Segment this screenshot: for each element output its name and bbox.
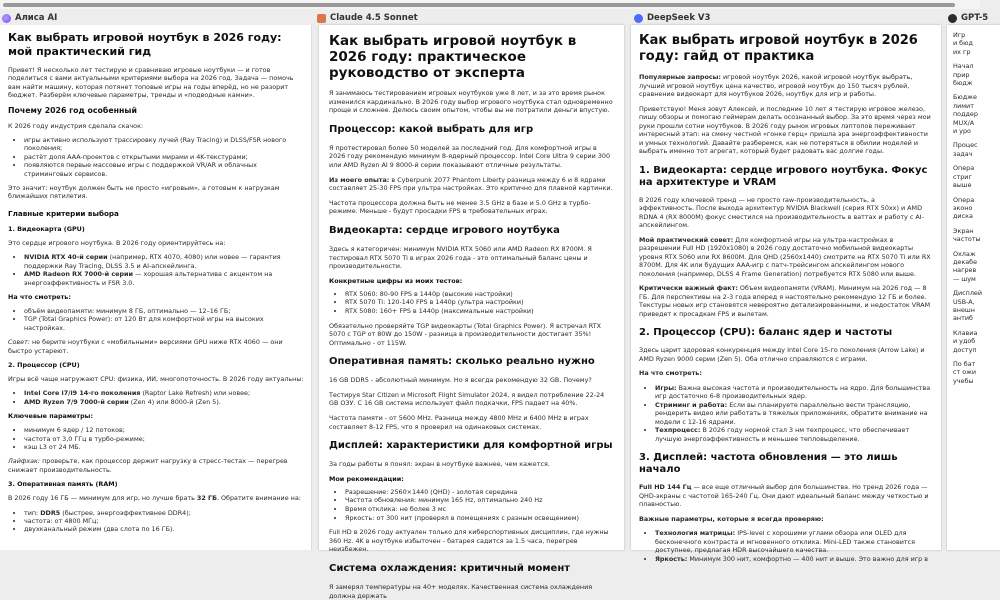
text-fragment: стриг: [953, 172, 972, 181]
text-fragment: Игр: [953, 31, 966, 39]
list-item: • кэш L3 от 24 МБ.: [24, 443, 304, 451]
text-fragment: — шум: [953, 274, 976, 283]
column-header-alisa: [0, 11, 312, 25]
subsection-heading: Ключевые параметры:: [8, 412, 94, 421]
text-fragment: и удоб: [953, 337, 976, 346]
paragraph: Здесь я категоричен: минимум NVIDIA RTX 5060 или AMD Radeon RX 8700M. Я тестировал RTX 5070 Ti в играх 2026 года - это оптимальный баланс цены и производительности.: [329, 244, 592, 271]
paragraph: Я замерял температуры на 40+ моделях. Качественная система охлаждения должна держать: [329, 583, 593, 600]
section-heading: 2. Процессор (CPU): баланс ядер и частоты: [639, 327, 893, 338]
section-heading: Процессор: какой выбрать для игр: [329, 123, 534, 135]
response-panel-claude[interactable]: [319, 25, 624, 600]
text-fragment: и бюд: [953, 39, 973, 48]
list-item: • AMD Ryzen 7/9 7000-й серии (Zen 4) или 8000-й (Zen 5).: [24, 398, 304, 406]
text-fragment: диска: [953, 212, 973, 221]
column-header-claude: [312, 11, 630, 25]
paragraph: Тестируя Star Citizen и Microsoft Flight Simulator 2024, я видел потребление 22-24 GB ОЗУ. С 16 GB система использует файл подкачки, FPS падает на 40%.: [329, 390, 605, 408]
text-fragment: Дисплей: [953, 289, 983, 298]
text-fragment: доступ: [953, 345, 977, 354]
list-item: • Время отклика: не более 3 мс: [345, 505, 614, 514]
list-item: • частота от 3,0 ГГц в турбо-режиме;: [24, 435, 304, 443]
text-fragment: поддер: [953, 110, 978, 119]
text-fragment: Экран: [953, 226, 974, 235]
text-fragment: эконо: [953, 203, 973, 212]
bullet-list: [8, 307, 304, 332]
bullet-list: [329, 488, 614, 522]
bullet-list: [329, 290, 614, 316]
list-item: • Техпроцесс: В 2026 году нормой стал 3 нм техпроцесс, что обеспечивает лучшую энергоэффективность и меньшее тепловыделение.: [655, 426, 931, 443]
subsection-heading: Конкретные цифры из моих тестов:: [329, 276, 463, 285]
paragraph-fragment: [953, 62, 996, 87]
text-fragment: ст ожи: [953, 368, 977, 377]
text-fragment: антиб: [953, 314, 973, 323]
paragraph: Важные параметры, которые я всегда проверяю:: [639, 514, 824, 523]
list-item: • двухканальный режим (два слота по 16 ГБ).: [24, 525, 304, 533]
section-heading: Система охлаждения: критичный момент: [329, 563, 571, 574]
text-fragment: Процес: [953, 141, 978, 150]
tip-paragraph: Лайфхак: проверьте, как процессор держит нагрузку в стресс-тестах — перегрев снижает производительность.: [8, 457, 288, 474]
list-item: • появляются первые массовые игры с поддержкой VR/AR и облачных стриминговых сервисов.: [24, 161, 304, 178]
horizontal-scrollbar[interactable]: [0, 0, 980, 9]
column-deepseek: [630, 11, 945, 563]
paragraph: Full HD в 2026 году актуален только для киберспортивных дисциплин, где нужны 360 Hz. 4K в ноутбуке избыточен - батарея садится за 1.5 часа, перегрев неизбежен.: [329, 528, 609, 554]
list-item: • Технология матрицы: IPS-level с хорошими углами обзора или OLED для бесконечного контраста и мгновенного отклика. Mini-LED также становится доступнее, предлагая HDR высочайшего качества.: [655, 529, 931, 555]
column-header-deepseek: [630, 11, 945, 25]
text-fragment: Опера: [953, 195, 975, 204]
paragraph-fragment: [953, 164, 996, 189]
paragraph: Я протестировал более 50 моделей за последний год. Для комфортной игры в 2026 году рекомендую минимум 8-ядерный процессор. Intel Core Ultra 9 серии 300 или AMD Ryzen AI 9 8000-й серии показывают отличные результаты.: [329, 143, 611, 169]
section-heading: Видеокарта: сердце игрового ноутбука: [329, 224, 560, 236]
bullet-list: [8, 253, 304, 287]
section-heading: Почему 2026 год особенный: [8, 105, 137, 115]
section-heading: 1. Видеокарта: сердце игрового ноутбука. Фокус на архитектуре и VRAM: [639, 164, 928, 188]
paragraph-fragment: [953, 93, 996, 135]
text-fragment: задач: [953, 149, 973, 158]
column-header-gpt: [945, 11, 989, 25]
gpt-text: [947, 25, 1000, 385]
text-fragment: прир: [953, 70, 970, 79]
text-fragment: и уро: [953, 127, 971, 136]
text-fragment: Опера: [953, 164, 975, 173]
tip-paragraph: Совет: не берите ноутбуки с «мобильными» версиями GPU ниже RTX 4060 — они быстро устареют.: [8, 338, 283, 355]
text-fragment: их гр: [953, 47, 971, 56]
model-name: DeepSeek V3: [647, 13, 711, 23]
subsection-heading: 1. Видеокарта (GPU): [8, 224, 85, 233]
list-item: • RTX 5060: 80-90 FPS в 1440p (высокие настройки): [345, 290, 614, 299]
text-fragment: MUX/A: [953, 118, 975, 127]
list-item: • Стриминг и работа: Если вы планируете параллельно вести трансляцию, рендерить видео или работать в тяжелых приложениях, обратите внимание на модели с 12-16 ядрами.: [655, 401, 931, 427]
list-item: • растёт доля AAA-проектов с открытыми мирами и 4K-текстурами;: [24, 153, 304, 161]
list-item: • частота: от 4800 МГц;: [24, 517, 304, 525]
paragraph: Игры всё чаще нагружают CPU: физика, ИИ, многопоточность. В 2026 году актуальны:: [8, 374, 304, 383]
list-item: • объём видеопамяти: минимум 8 ГБ, оптимально — 12–16 ГБ;: [24, 307, 304, 315]
paragraph: Частота памяти - от 5600 MHz. Разница между 4800 MHz и 6400 MHz в играх составляет 8-12 FPS, что я проверил на одинаковых системах.: [329, 414, 589, 431]
subsection-heading: 3. Оперативная память (RAM): [8, 480, 118, 489]
model-name: Алиса AI: [15, 13, 58, 23]
paragraph: На что смотреть:: [639, 369, 702, 377]
response-panel-deepseek[interactable]: [631, 25, 941, 563]
intro-paragraph: Приветствую! Меня зовут Алексей, и последние 10 лет я тестирую игровое железо, пишу обзоры и помогаю геймерам делать осознанный выбор. За это время через мои руки прошли сотни ноутбуков. В 2026 году рынок игровых лэптопов переживает интересный этап: на смену честной «гонке герц» пришла эра энергоэффективности и умных технологий. Давайте разберемся, как не потеряться в обилии моделей и выбрать именно тот агрегат, который будет радовать вас долгие годы.: [639, 104, 931, 155]
list-item: • игры активно используют трассировку лучей (Ray Tracing) и DLSS/FSR нового поколения;: [24, 136, 304, 153]
bullet-list: [639, 529, 931, 563]
claude-icon: [317, 14, 326, 23]
response-title: Как выбрать игровой ноутбук в 2026 году: мой практический гид: [8, 31, 282, 58]
paragraph-fragment: [953, 329, 996, 354]
paragraph: Из моего опыта: в Cyberpunk 2077 Phantom Liberty разница между 6 и 8 ядрами составляет 25-30 FPS при ультра настройках. Это критично для плавной картинки.: [329, 175, 613, 193]
model-name: Claude 4.5 Sonnet: [330, 13, 418, 23]
text-fragment: декабе: [953, 257, 977, 266]
section-heading: Главные критерии выбора: [8, 208, 119, 218]
paragraph: Обязательно проверяйте TGP видеокарты (Total Graphics Power). Я встречал RTX 5070 с TGP от 80W до 150W - разница в производительности достигает 35%! Оптимально - от 115W.: [329, 321, 601, 347]
list-item: • RTX 5080: 160+ FPS в 1440p (максимальные настройки): [345, 307, 614, 316]
column-gpt: [945, 11, 989, 550]
list-item: • AMD Radeon RX 7000-й серии — хорошая альтернатива с акцентом на энергоэффективность и FSR 3.0.: [24, 270, 304, 287]
paragraph-fragment: [953, 227, 996, 244]
subsection-heading: 2. Процессор (CPU): [8, 360, 80, 369]
text-fragment: бюдж: [953, 79, 973, 88]
subsection-heading: На что смотреть:: [8, 292, 71, 301]
response-title: Как выбрать игровой ноутбук в 2026 году: практическое руководство от эксперта: [329, 33, 577, 81]
paragraph-fragment: [953, 250, 996, 284]
list-item: • RTX 5070 Ti: 120-140 FPS в 1440p (ультра настройки): [345, 298, 614, 307]
section-heading: 3. Дисплей: частота обновления — это лишь начало: [639, 452, 898, 475]
column-claude: [312, 11, 630, 600]
list-item: • Разрешение: 2560×1440 (QHD) - золотая середина: [345, 488, 614, 497]
list-item: • TGP (Total Graphics Power): от 120 Вт для комфортной игры на высоких настройках.: [24, 315, 304, 332]
paragraph: В 2026 году 16 ГБ — минимум для игр, но лучше брать 32 ГБ. Обратите внимание на:: [8, 494, 301, 503]
text-fragment: Бюдже: [953, 93, 977, 102]
scrollbar-thumb[interactable]: [3, 3, 955, 7]
paragraph: Частота процессора должна быть не менее 3.5 GHz в базе и 5.0 GHz в турбо-режиме. Меньше - будут просадки FPS в требовательных играх.: [329, 198, 591, 216]
paragraph: 16 GB DDR5 - абсолютный минимум. Но я всегда рекомендую 32 GB. Почему?: [329, 376, 592, 385]
response-title: Как выбрать игровой ноутбук в 2026 году: гайд от практика: [639, 33, 918, 64]
response-panel-gpt[interactable]: [947, 25, 1000, 550]
model-name: GPT-5: [961, 13, 989, 23]
text-fragment: Охлаж: [953, 249, 976, 258]
bullet-list: [8, 509, 304, 534]
text-fragment: учебы: [953, 376, 974, 385]
list-item: • Частота обновления: минимум 165 Hz, оптимально 240 Hz: [345, 496, 614, 505]
text-fragment: нагрев: [953, 266, 977, 275]
text-fragment: USB-A,: [953, 297, 975, 306]
text-fragment: частоты: [953, 235, 981, 244]
response-panel-alisa[interactable]: [0, 25, 312, 550]
list-item: • Intel Core i7/i9 14-го поколения (Raptor Lake Refresh) или новее;: [24, 389, 304, 397]
text-fragment: По бат: [953, 360, 976, 368]
intro-paragraph: Я занимаюсь тестированием игровых ноутбуков уже 8 лет, и за это время рынок изменился кардинально. В 2026 году выбор игрового ноутбука стал одновременно проще и сложнее. Делюсь своим опытом, чтобы вы не потратили деньги впустую.: [329, 89, 613, 115]
paragraph-fragment: [953, 196, 996, 221]
text-fragment: внешн: [953, 305, 975, 314]
paragraph-fragment: [953, 141, 996, 158]
list-item: • NVIDIA RTX 40-й серии (например, RTX 4070, 4080) или новее — гарантия поддержки Ray Tracing, DLSS 3.5 и AI-апскейлинга.: [24, 253, 304, 270]
bullet-list: [8, 136, 304, 178]
paragraph: Это сердце игрового ноутбука. В 2026 году ориентируйтесь на:: [8, 238, 226, 247]
list-item: • минимум 6 ядер / 12 потоков;: [24, 426, 304, 434]
paragraph-fragment: [953, 31, 996, 56]
subsection-heading: Мои рекомендации:: [329, 474, 404, 483]
paragraph: Full HD 144 Гц — все еще отличный выбор для большинства. Но тренд 2026 года — QHD-экраны с частотой 165-240 Гц. Они дают идеальный баланс между четкостью и плавностью.: [639, 483, 929, 508]
section-heading: Дисплей: характеристики для комфортной игры: [329, 440, 613, 452]
text-fragment: выше: [953, 181, 972, 190]
text-fragment: лимит: [953, 101, 974, 110]
paragraph: К 2026 году индустрия сделала скачок:: [8, 121, 144, 130]
list-item: • Игры: Важна высокая частота и производительность на ядро. Для большинства игр достаточно 6-8 производительных ядер.: [655, 384, 931, 401]
intro-paragraph: Привет! Я несколько лет тестирую и сравниваю игровые ноутбуки — и готов поделиться с вами актуальными критериями выбора на 2026 год. Задача — помочь вам найти машину, которая потянет топовые игры на годы вперёд, но не разорит бюджет. Разберём ключевые параметры, тренды и «подводные камни».: [8, 66, 294, 100]
text-fragment: Клавиа: [953, 328, 978, 337]
paragraph: Критически важный факт: Объем видеопамяти (VRAM). Минимум на 2026 год — 8 ГБ. Для перспективы на 2-3 года вперед я настоятельно рекомендую 12 ГБ и более. Текстуры новых игр становятся невероятно детализированными, и недостаток VRAM приведет к просадкам FPS и вылетам.: [639, 284, 931, 318]
paragraph-fragment: [953, 289, 996, 323]
bullet-list: [639, 384, 931, 444]
bullet-list: [8, 426, 304, 451]
list-item: • тип: DDR5 (быстрее, энергоэффективнее DDR4);: [24, 509, 304, 517]
deepseek-icon: [634, 14, 643, 23]
section-heading: Оперативная память: сколько реально нужно: [329, 356, 595, 368]
gpt-icon: [948, 14, 957, 23]
text-fragment: Начал: [953, 62, 974, 71]
list-item: • Яркость: от 300 нит (проверял в помещениях с разным освещением): [345, 514, 614, 523]
bullet-list: [8, 389, 304, 406]
column-alisa: [0, 11, 312, 550]
paragraph: В 2026 году ключевой тренд — не просто raw-производительность, а эффективность. После выхода архитектур NVIDIA Blackwell (серия RTX 50xx) и AMD RDNA 4 (RX 8000M) фокус сместился на производительность в ваттах и работу с AI-апскейлингом.: [639, 195, 924, 229]
paragraph: Здесь царит здоровая конкуренция между Intel Core 15-го поколения (Arrow Lake) и AMD Ryzen 9000 серии (Zen 5). Оба отлично справляются с играми.: [639, 346, 925, 363]
paragraph: Мой практический совет: Для комфортной игры на ультра-настройках в разрешении Full HD (1920x1080) в 2026 году достаточно мобильной видеокарты уровня RTX 5060 или RX 8600M. Для QHD (2560x1440) смотрите на RTX 5070 Ti или RX 8700M. Для 4K или будущих AAA-игр с патч-трейсингом апскейлингом нового поколения (например, DLSS 4 Frame Generation) потребуется RTX 5080 или выше.: [639, 235, 931, 278]
paragraph: За годы работы я понял: экран в ноутбуке важнее, чем кажется.: [329, 460, 550, 469]
alisa-icon: [2, 14, 11, 23]
list-item: • Яркость: Минимум 300 нит, комфортно — 400 нит и выше. Это важно для игр в: [655, 555, 931, 564]
paragraph-fragment: [953, 360, 996, 385]
paragraph: Популярные запросы: игровой ноутбук 2026, какой игровой ноутбук выбрать, лучший игровой ноутбук цена качество, игровой ноутбук до 150 тысяч рублей, сравнение видеокарт для ноутбуков 2026, ноутбук для игр и работы.: [639, 73, 913, 98]
paragraph: Это значит: ноутбук должен быть не просто «игровым», а готовым к нагрузкам ближайших пятилетия.: [8, 184, 280, 201]
